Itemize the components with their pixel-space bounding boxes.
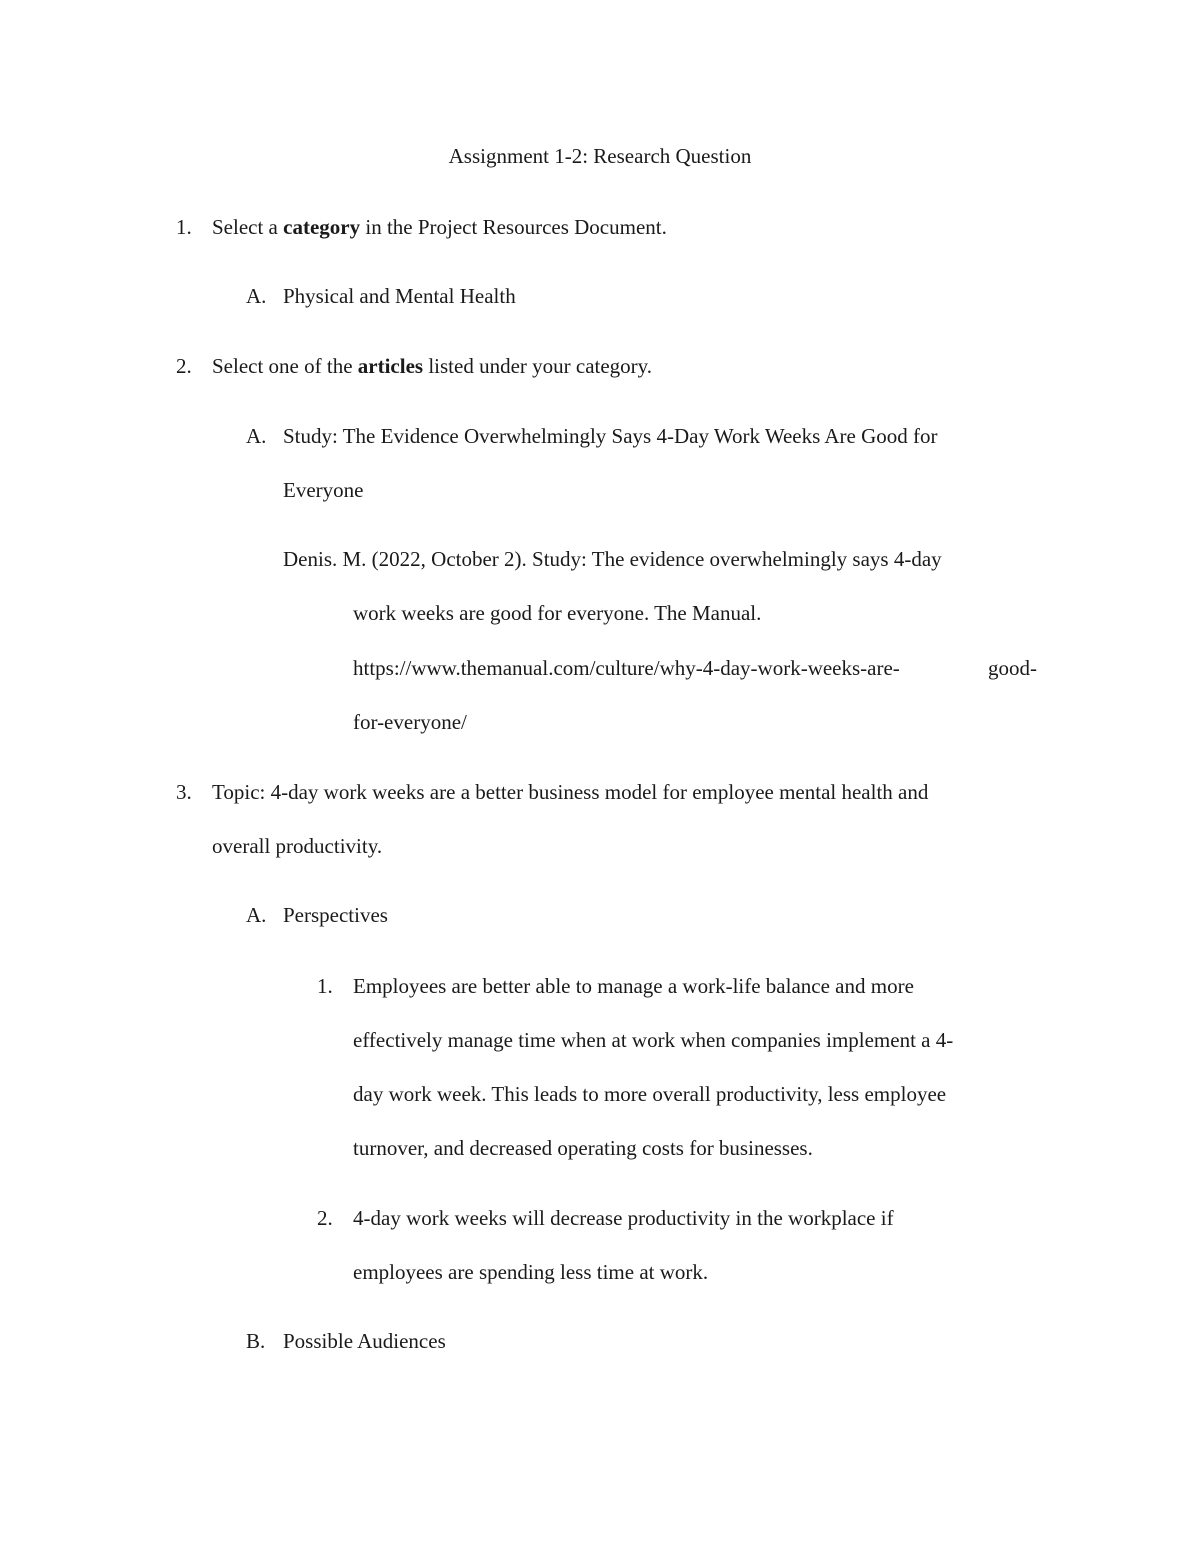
possible-audiences-heading: Possible Audiences bbox=[283, 1329, 446, 1353]
list-marker-2a: A. bbox=[246, 424, 267, 448]
list-item-1 bbox=[212, 217, 667, 238]
citation-url-part1: https://www.themanual.com/culture/why-4-day-work-weeks-are- bbox=[353, 656, 900, 680]
perspective-1-line4: turnover, and decreased operating costs for businesses. bbox=[353, 1136, 813, 1160]
perspectives-heading: Perspectives bbox=[283, 903, 388, 927]
item2-text-before: Select one of the bbox=[212, 354, 358, 378]
article-title-line2: Everyone bbox=[283, 478, 364, 502]
list-number-3: 3. bbox=[176, 780, 192, 804]
item2-bold-text: articles bbox=[357, 354, 424, 378]
item1-bold-text: category bbox=[283, 215, 361, 239]
citation-line1: Denis. M. (2022, October 2). Study: The evidence overwhelmingly says 4-day bbox=[283, 547, 942, 571]
perspective-1-line3: day work week. This leads to more overall productivity, less employee bbox=[353, 1082, 947, 1106]
perspective-1-line2: effectively manage time when at work when companies implement a 4- bbox=[353, 1028, 954, 1052]
list-marker-3b: B. bbox=[246, 1329, 266, 1353]
citation-line2: work weeks are good for everyone. The Manual. bbox=[353, 601, 762, 625]
topic-line2: overall productivity. bbox=[212, 834, 383, 858]
list-marker-1a: A. bbox=[246, 284, 267, 308]
perspective-number-1: 1. bbox=[317, 974, 333, 998]
perspective-2-line1: 4-day work weeks will decrease productivity in the workplace if bbox=[353, 1206, 894, 1230]
list-item-1a: Physical and Mental Health bbox=[283, 284, 516, 308]
item1-text-after: in the Project Resources Document. bbox=[360, 215, 667, 239]
item2-text-after: listed under your category. bbox=[423, 354, 653, 378]
item1-text-before: Select a bbox=[212, 215, 284, 239]
list-marker-3a: A. bbox=[246, 903, 267, 927]
perspective-number-2: 2. bbox=[317, 1206, 333, 1230]
article-title-line1: Study: The Evidence Overwhelmingly Says 4-Day Work Weeks Are Good for bbox=[283, 424, 938, 448]
perspective-1-line1: Employees are better able to manage a work-life balance and more bbox=[353, 974, 914, 998]
list-item-2 bbox=[212, 356, 652, 377]
perspective-2-line2: employees are spending less time at work. bbox=[353, 1260, 709, 1284]
citation-url-part2: good- bbox=[988, 656, 1037, 680]
topic-line1: Topic: 4-day work weeks are a better business model for employee mental health and bbox=[212, 780, 929, 804]
document-title: Assignment 1-2: Research Question bbox=[448, 144, 752, 168]
citation-url-part3: for-everyone/ bbox=[353, 710, 467, 734]
list-number-1: 1. bbox=[176, 215, 192, 239]
list-number-2: 2. bbox=[176, 354, 192, 378]
